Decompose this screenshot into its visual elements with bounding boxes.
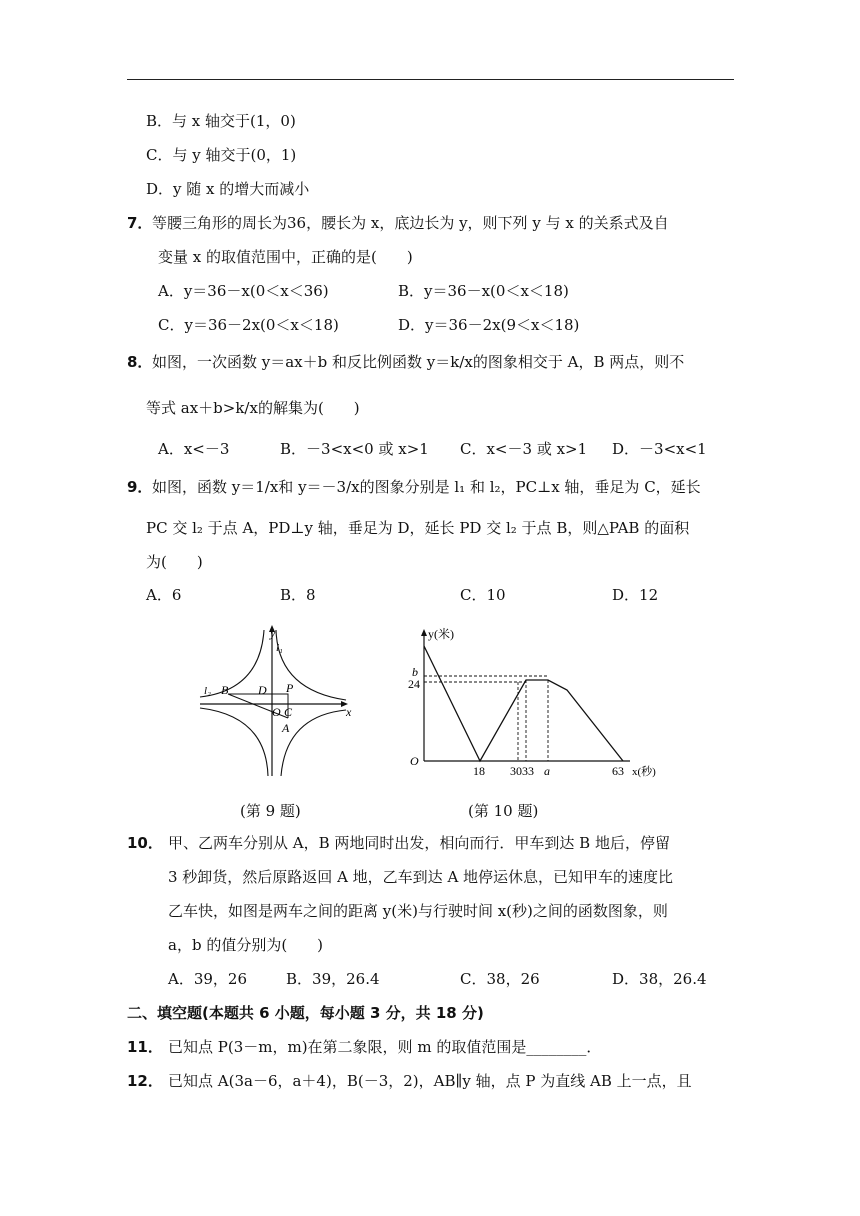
- fig9-l1-q3: [200, 708, 268, 776]
- q10-option-b: B．39，26.4: [286, 970, 380, 988]
- fig10-tick-24: 24: [408, 677, 420, 691]
- fig9-point-a: A: [282, 721, 290, 735]
- q10-stem-line2: 3 秒卸货，然后原路返回 A 地，乙车到达 A 地停运休息，已知甲车的速度比: [168, 868, 674, 886]
- q8-option-b: B．－3<x<0 或 x>1: [280, 440, 429, 458]
- q9-number: 9．: [127, 478, 153, 496]
- fig9-point-c: C: [284, 705, 293, 719]
- q10-stem-line4: a，b 的值分别为( ): [168, 936, 324, 954]
- q6-option-b: B．与 x 轴交于(1，0): [146, 112, 296, 130]
- q12-stem: 已知点 A(3a－6，a＋4)，B(－3，2)，AB∥y 轴，点 P 为直线 AB 上一点，且: [168, 1072, 692, 1090]
- fig9-point-p: P: [286, 681, 294, 695]
- q7-option-b: B．y＝36－x(0＜x＜18): [398, 282, 569, 300]
- section-2-heading: 二、填空题(本题共 6 小题，每小题 3 分，共 18 分): [127, 1004, 484, 1022]
- q8-option-d: D．－3<x<1: [612, 440, 707, 458]
- header-rule: [127, 79, 734, 80]
- q9-option-a: A．6: [146, 586, 182, 604]
- q9-stem-line3: 为( ): [146, 553, 203, 571]
- figure-9-caption: (第 9 题): [240, 802, 301, 820]
- fig10-y-label: y(米): [428, 627, 454, 641]
- q7-stem-line2: 变量 x 的取值范围中，正确的是( ): [158, 248, 413, 266]
- q7-option-c: C．y＝36－2x(0＜x＜18): [158, 316, 339, 334]
- q9-stem-line2: PC 交 l₂ 于点 A，PD⊥y 轴，垂足为 D，延长 PD 交 l₂ 于点 B，则△PAB 的面积: [146, 519, 690, 537]
- q7-option-d: D．y＝36－2x(9＜x＜18): [398, 316, 580, 334]
- fig9-y-label: y: [270, 626, 276, 640]
- fig9-l1-label: l₁: [276, 642, 283, 654]
- fig9-point-b: B: [221, 683, 229, 697]
- fig9-point-d: D: [258, 683, 267, 697]
- q8-stem-line2: 等式 ax＋b>k/x的解集为( ): [146, 399, 360, 417]
- fig9-x-label: x: [346, 705, 352, 719]
- q9-option-d: D．12: [612, 586, 659, 604]
- q10-stem-line1: 甲、乙两车分别从 A，B 两地同时出发，相向而行．甲车到达 B 地后，停留: [168, 834, 670, 852]
- q10-option-d: D．38，26.4: [612, 970, 707, 988]
- q10-stem-line3: 乙车快，如图是两车之间的距离 y(米)与行驶时间 x(秒)之间的函数图象，则: [168, 902, 668, 920]
- q10-number: 10．: [127, 834, 163, 852]
- fig9-l2-label: l₂: [204, 685, 211, 697]
- q9-option-b: B．8: [280, 586, 316, 604]
- q12-number: 12．: [127, 1072, 163, 1090]
- q11-stem: 已知点 P(3－m，m)在第二象限，则 m 的取值范围是________．: [168, 1038, 602, 1056]
- q6-option-d: D．y 随 x 的增大而减小: [146, 180, 310, 198]
- fig10-tick-30-33: 3033: [510, 764, 534, 778]
- q9-stem-line1: 如图，函数 y＝1/x和 y＝－3/x的图象分别是 l₁ 和 l₂，PC⊥x 轴，垂足为 C，延长: [152, 478, 701, 496]
- fig10-origin: O: [410, 754, 419, 768]
- q6-option-c: C．与 y 轴交于(0，1): [146, 146, 297, 164]
- q8-number: 8．: [127, 353, 153, 371]
- q8-option-c: C．x<－3 或 x>1: [460, 440, 588, 458]
- q11-number: 11．: [127, 1038, 163, 1056]
- fig10-distance-curve: [424, 646, 623, 761]
- fig10-tick-b: b: [412, 665, 418, 679]
- q7-stem-line1: 等腰三角形的周长为36，腰长为 x，底边长为 y，则下列 y 与 x 的关系式及自: [152, 214, 669, 232]
- q10-option-a: A．39，26: [168, 970, 248, 988]
- q8-stem-line1: 如图，一次函数 y＝ax＋b 和反比例函数 y＝k/x的图象相交于 A，B 两点，则不: [152, 353, 685, 371]
- figure-9-graph: [196, 620, 356, 780]
- fig10-y-arrow: [421, 629, 427, 636]
- q10-option-c: C．38，26: [460, 970, 540, 988]
- fig10-tick-18: 18: [473, 764, 485, 778]
- fig9-origin: O: [272, 705, 281, 719]
- figure-10-graph: [400, 620, 670, 785]
- figure-10-caption: (第 10 题): [468, 802, 539, 820]
- fig10-tick-a: a: [544, 764, 550, 778]
- fig10-x-label: x(秒): [632, 766, 656, 778]
- fig9-l2-q4: [281, 710, 346, 776]
- q7-number: 7．: [127, 214, 153, 232]
- q9-option-c: C．10: [460, 586, 506, 604]
- fig10-tick-63: 63: [612, 764, 624, 778]
- q8-option-a: A．x<－3: [158, 440, 230, 458]
- q7-option-a: A．y＝36－x(0＜x＜36): [158, 282, 329, 300]
